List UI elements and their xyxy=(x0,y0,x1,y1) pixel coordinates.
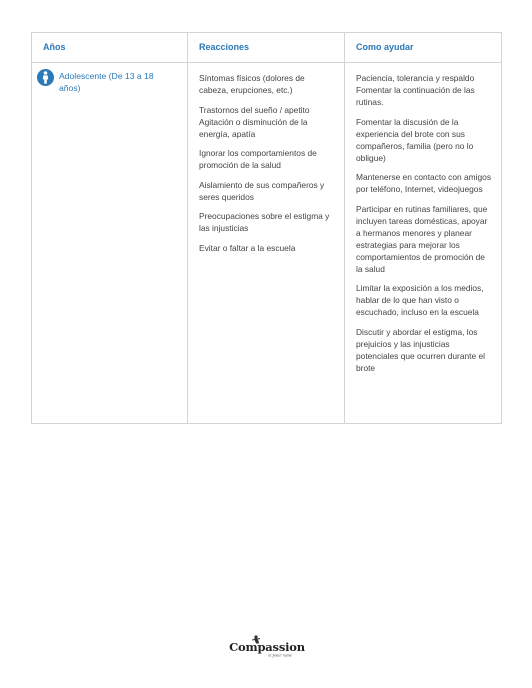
header-como-ayudar: Como ayudar xyxy=(356,42,414,52)
header-rule xyxy=(31,62,502,63)
age-cell xyxy=(37,69,169,94)
ayuda-item: Mantenerse en contacto con amigos por teléfono, Internet, videojuegos xyxy=(356,172,492,194)
ayuda-column xyxy=(356,72,491,381)
header-anos: Años xyxy=(43,42,66,52)
svg-text:Compassion: Compassion xyxy=(229,640,305,654)
ayuda-item: Fomentar la discusión de la experiencia del brote con sus compañeros, familia (pero no lo obligue) xyxy=(356,116,474,163)
age-group-label: Adolescente (De 13 a 18 años) xyxy=(59,71,154,93)
reaccion-item: Ignorar los comportamientos de promoción de la salud xyxy=(199,148,317,170)
reaccion-item: Evitar o faltar a la escuela xyxy=(199,242,296,253)
reaccion-item: Trastornos del sueño / apetito Agitación o disminución de la energía, apatía xyxy=(199,104,310,139)
table-border-left xyxy=(31,33,32,423)
table-border-right xyxy=(501,33,502,423)
reaccion-item: Síntomas físicos (dolores de cabeza, erupciones, etc.) xyxy=(199,73,305,95)
reaccion-item: Preocupaciones sobre el estigma y las injusticias xyxy=(199,211,330,233)
ayuda-item: Paciencia, tolerancia y respaldo Fomentar la continuación de las rutinas. xyxy=(356,73,475,107)
ayuda-item: Participar en rutinas familiares, que incluyen tareas domésticas, apoyar a hermanos menores y planear estrategias para mejorar los comportamientos de promoción de la salud xyxy=(356,203,488,274)
compassion-logo xyxy=(229,634,305,658)
svg-text:in Jesus' name: in Jesus' name xyxy=(268,653,292,658)
reactions-table xyxy=(31,32,502,424)
ayuda-item: Discutir y abordar el estigma, los prejuicios y las injusticias potenciales que ocurren durante el brote xyxy=(356,326,485,373)
reacciones-column xyxy=(199,72,334,261)
table-divider-2 xyxy=(344,33,345,423)
adolescent-person-icon xyxy=(37,69,54,86)
reaccion-item: Aislamiento de sus compañeros y seres queridos xyxy=(199,179,325,202)
ayuda-item: Limitar la exposición a los medios, hablar de lo que han visto o escuchado, incluso en la escuela xyxy=(356,283,484,317)
table-divider-1 xyxy=(187,33,188,423)
header-reacciones: Reacciones xyxy=(199,42,250,52)
compassion-person-icon xyxy=(229,634,305,658)
